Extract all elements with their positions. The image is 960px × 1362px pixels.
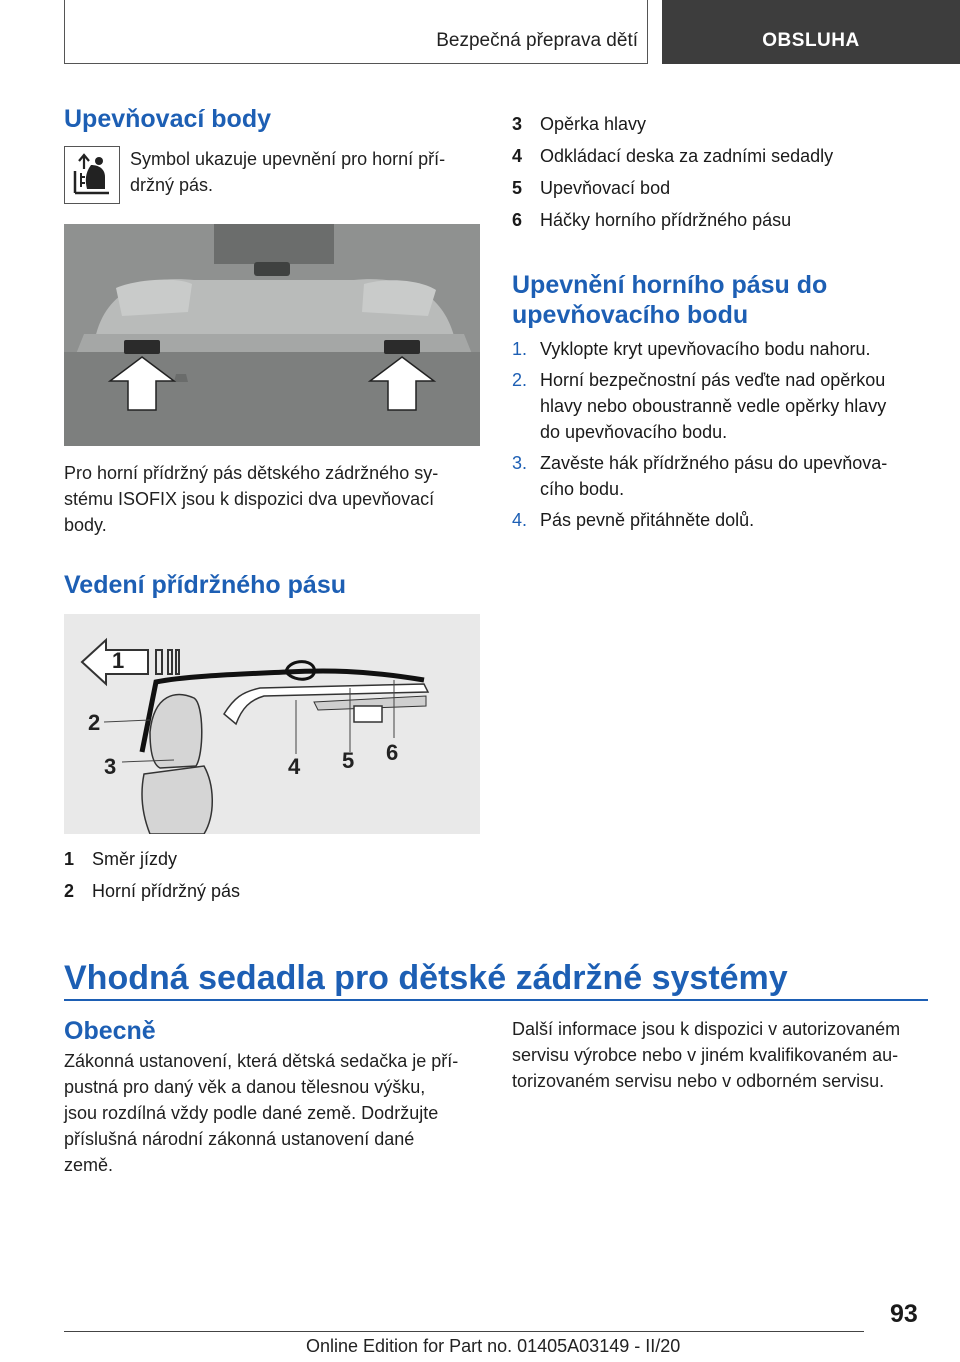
general-body-right: Další informace jsou k dispozici v autorizovaném servisu výrobce nebo v jiném kvalifikovaném au- torizovaném servisu nebo v odborném servisu. xyxy=(512,1019,901,1091)
diagram-label-6: 6 xyxy=(386,740,399,765)
diagram-label-2: 2 xyxy=(88,710,101,735)
legend-number: 2 xyxy=(64,881,75,901)
heading-rule xyxy=(64,999,928,1001)
legend-number: 4 xyxy=(512,146,523,166)
header-tab-label: OBSLUHA xyxy=(762,30,860,51)
attach-heading: Upevnění horního pásu do upevňovacího bodu xyxy=(512,271,828,329)
child-seat-anchor-icon xyxy=(64,146,120,204)
legend-label: Opěrka hlavy xyxy=(540,114,647,134)
step-number: 3. xyxy=(512,453,528,473)
legend-label: Odkládací deska za zadními sedadly xyxy=(540,146,834,166)
anchor-symbol-text: Symbol ukazuje upevnění pro horní pří- držný pás. xyxy=(130,149,446,195)
step-number: 1. xyxy=(512,339,528,359)
step-text: Zavěste hák přídržného pásu do upevňova- cího bodu. xyxy=(540,453,888,499)
anchor-points-body: Pro horní přídržný pás dětského zádržného sy- stému ISOFIX jsou k dispozici dva upevňovací body. xyxy=(64,463,439,535)
general-body-left: Zákonná ustanovení, která dětská sedačka je pří- pustná pro daný věk a danou tělesnou výšku, jsou rozdílná vždy podle dané země. Dodržujte příslušná národní zákonná ustanovení dané země. xyxy=(64,1051,459,1175)
page-number: 93 xyxy=(890,1300,918,1328)
step-number: 2. xyxy=(512,370,528,390)
legend-number: 3 xyxy=(512,114,523,134)
footer-edition: Online Edition for Part no. 01405A03149 - II/20 xyxy=(306,1336,681,1356)
legend-label: Horní přídržný pás xyxy=(92,881,241,901)
footer-rule xyxy=(64,1331,864,1332)
diagram-label-5: 5 xyxy=(342,748,355,773)
legend-number: 1 xyxy=(64,849,75,869)
step-text: Pás pevně přitáhněte dolů. xyxy=(540,510,755,530)
legend-label: Směr jízdy xyxy=(92,849,178,869)
diagram-label-1: 1 xyxy=(112,648,125,673)
legend-label: Upevňovací bod xyxy=(540,178,671,198)
step-number: 4. xyxy=(512,510,528,530)
legend-label: Háčky horního přídržného pásu xyxy=(540,210,792,230)
trunk-anchor-photo xyxy=(64,224,480,446)
legend-number: 5 xyxy=(512,178,523,198)
step-text: Horní bezpečnostní pás veďte nad opěrkou hlavy nebo oboustranně vedle opěrky hlavy do upevňovacího bodu. xyxy=(540,370,887,442)
step-text: Vyklopte kryt upevňovacího bodu nahoru. xyxy=(540,339,871,359)
legend-number: 6 xyxy=(512,210,523,230)
header-section-title: Bezpečná přeprava dětí xyxy=(436,30,638,51)
belt-routing-diagram xyxy=(64,614,480,834)
diagram-label-3: 3 xyxy=(104,754,117,779)
diagram-label-4: 4 xyxy=(288,754,301,779)
routing-heading: Vedení přídržného pásu xyxy=(64,571,346,599)
suitable-seats-heading: Vhodná sedadla pro dětské zádržné systémy xyxy=(64,959,788,997)
anchor-points-heading: Upevňovací body xyxy=(64,105,271,133)
general-subheading: Obecně xyxy=(64,1017,156,1045)
